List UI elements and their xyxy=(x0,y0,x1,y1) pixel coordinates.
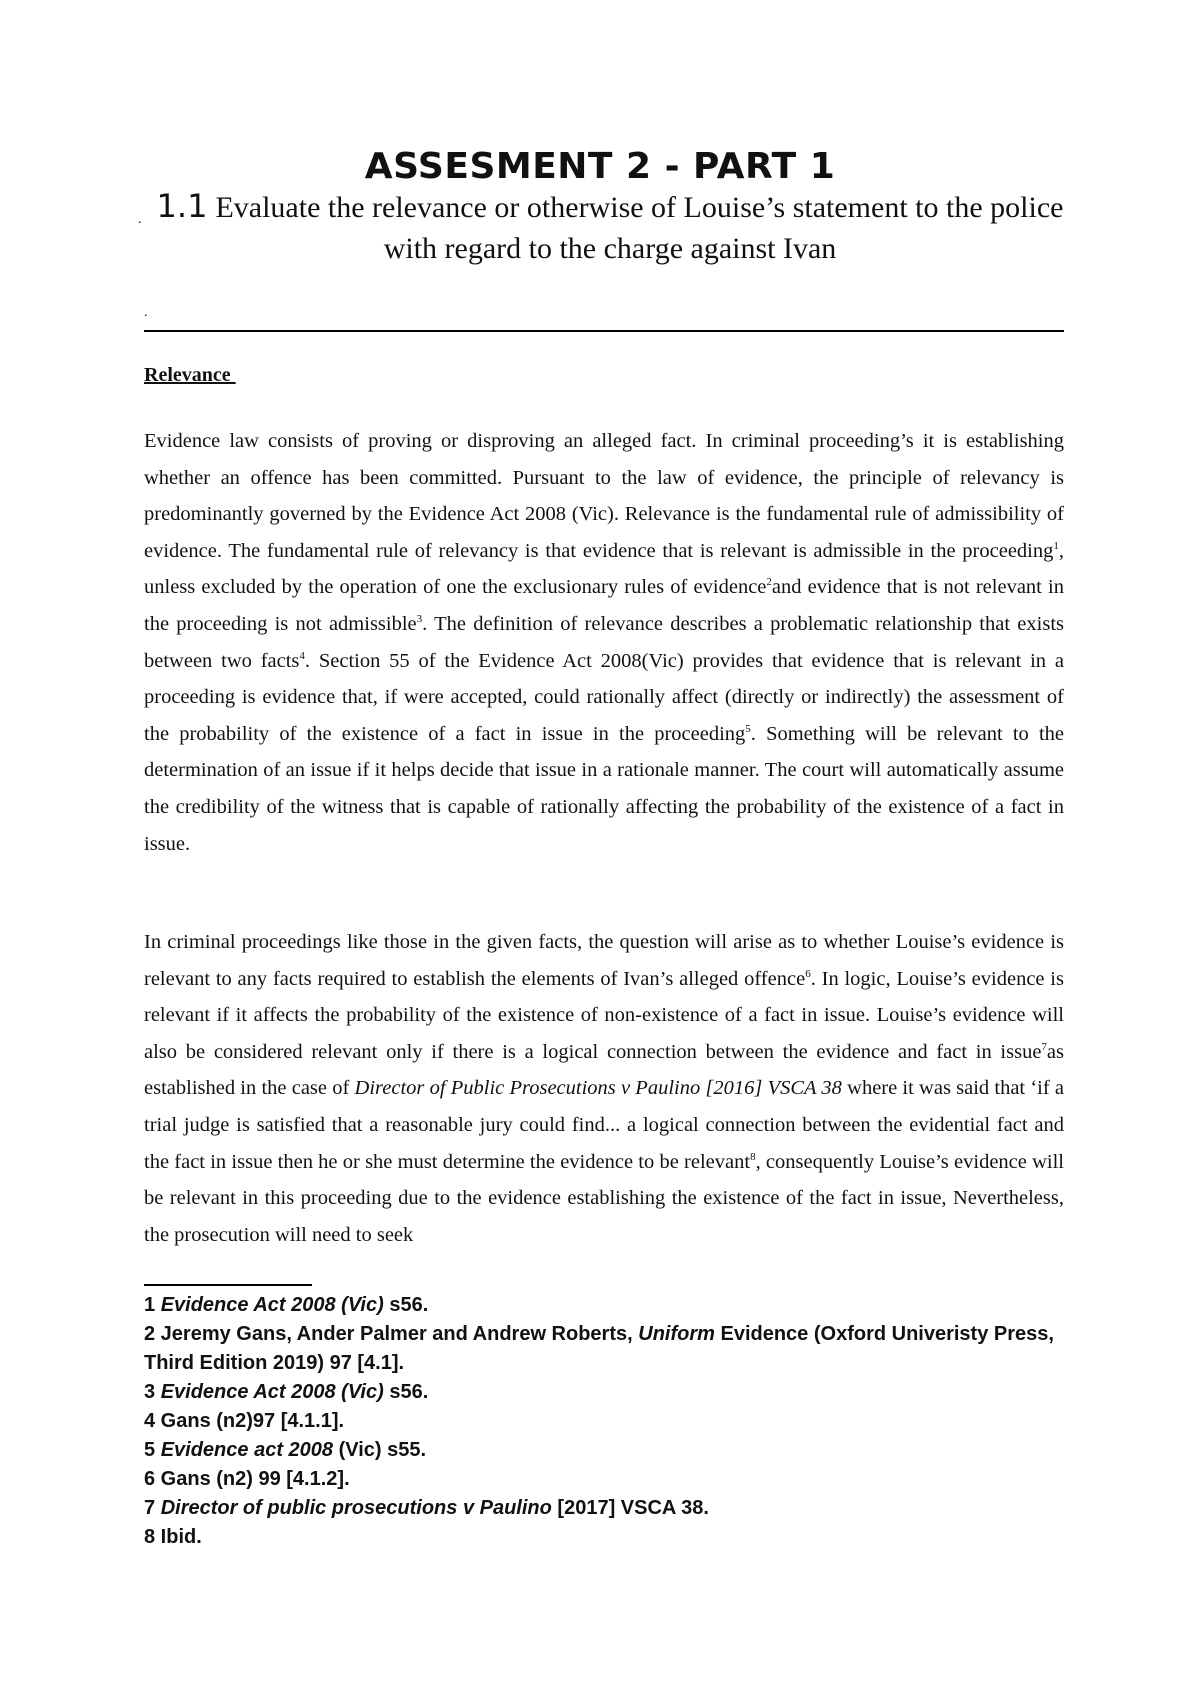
footnote-3 xyxy=(144,1378,1064,1407)
footnote-7 xyxy=(144,1494,1064,1523)
footnote-text: 2 Jeremy Gans, Ander Palmer and Andrew Roberts, xyxy=(144,1323,639,1345)
para1-text-5: . Section 55 of the Evidence Act 2008(Vic) provides that evidence that is relevant in a proceeding is evidence that, if were accepted, could rationally affect (directly or indirectly) the assessment of the probability of the existence of a fact in issue in the proceeding xyxy=(144,649,1064,745)
footnote-italic: Evidence act 2008 xyxy=(160,1439,334,1461)
footnote-ref-2: 2 xyxy=(766,576,772,589)
footnote-italic: Uniform xyxy=(638,1323,715,1345)
footnote-italic: Director of public prosecutions v Paulino xyxy=(160,1497,552,1519)
question-heading xyxy=(150,186,1070,269)
para1-text-3: and evidence that is not relevant in the proceeding is not admissible xyxy=(144,576,1064,635)
para2-text-1: In criminal proceedings like those in the given facts, the question will arise as to whether Louise’s evidence is relevant to any facts required to establish the elements of Ivan’s alleged offence xyxy=(144,931,1064,990)
footnote-1 xyxy=(144,1291,1064,1320)
para2-text-3: as established in the case of xyxy=(144,1040,1064,1100)
footnote-5 xyxy=(144,1436,1064,1465)
bullet-marker-2: . xyxy=(144,305,148,320)
footnotes xyxy=(144,1291,1064,1552)
footnote-text: s56. xyxy=(383,1294,429,1316)
question-number: 1.1 xyxy=(156,187,208,225)
footnote-2 xyxy=(144,1320,1064,1378)
footnote-ref-5: 5 xyxy=(745,722,751,735)
question-text: Evaluate the relevance or otherwise of Louise’s statement to the police with regard to the charge against Ivan xyxy=(215,191,1064,265)
footnote-number: 3 xyxy=(144,1381,161,1403)
footnote-italic: Evidence Act 2008 (Vic) xyxy=(160,1294,384,1316)
page-title: ASSESMENT 2 - PART 1 xyxy=(364,146,836,187)
footnote-number: 5 xyxy=(144,1439,161,1461)
footnote-number: 1 xyxy=(144,1294,161,1316)
para1-text-4: . The definition of relevance describes a problematic relationship that exists between two facts xyxy=(144,612,1064,672)
bullet-marker: . xyxy=(138,212,142,227)
para2-text-5: , consequently Louise’s evidence will be relevant in this proceeding due to the evidence establishing the existence of the fact in issue, Nevertheless, the prosecution will need to seek xyxy=(144,1150,1064,1246)
footnote-6: 6 Gans (n2) 99 [4.1.2]. xyxy=(144,1468,350,1490)
para2-text-4: where it was said that ‘if a trial judge is satisfied that a reasonable jury could find... a logical connection between the evidential fact and the fact in issue then he or she must determine the evidence to be relevant xyxy=(144,1077,1065,1173)
para1-text-2: , unless excluded by the operation of one the exclusionary rules of evidence xyxy=(144,539,1064,599)
footnote-italic: Evidence Act 2008 (Vic) xyxy=(160,1381,384,1403)
footnote-ref-4: 4 xyxy=(299,649,305,662)
footnote-ref-3: 3 xyxy=(416,613,423,626)
section-heading: Relevance xyxy=(144,364,236,386)
para2-text-2: . In logic, Louise’s evidence is relevant if it affects the probability of the existence of non-existence of a fact in issue. Louise’s evidence will also be considered relevant only if there is a logical connection between the evidence and fact in issue xyxy=(144,967,1064,1063)
footnote-4: 4 Gans (n2)97 [4.1.1]. xyxy=(144,1410,345,1432)
footnote-separator xyxy=(144,1284,312,1286)
footnote-text: [2017] VSCA 38. xyxy=(551,1497,709,1519)
para1-text-1: Evidence law consists of proving or disproving an alleged fact. In criminal proceeding’s it is establishing whether an offence has been committed. Pursuant to the law of evidence, the principle of relevancy is predominantly governed by the Evidence Act 2008 (Vic). Relevance is the fundamental rule of admissibility of evidence. The fundamental rule of relevancy is that evidence that is relevant is admissible in the proceeding xyxy=(144,430,1064,562)
paragraph-2 xyxy=(144,924,1064,1253)
footnote-text: s56. xyxy=(383,1381,429,1403)
footnote-ref-1: 1 xyxy=(1053,539,1059,552)
footnote-ref-8: 8 xyxy=(750,1150,756,1163)
paragraph-1 xyxy=(144,423,1064,862)
para1-text-6: . Something will be relevant to the determination of an issue if it helps decide that issue in a rationale manner. The court will automatically assume the credibility of the witness that is capable of rationally affecting the probability of the existence of a fact in issue. xyxy=(144,722,1064,855)
footnote-text: Evidence (Oxford Univeristy Press, Third Edition 2019) 97 [4.1]. xyxy=(144,1323,1054,1374)
footnote-ref-6: 6 xyxy=(805,967,811,980)
footnote-ref-7: 7 xyxy=(1041,1040,1047,1053)
footnote-8: 8 Ibid. xyxy=(144,1526,202,1548)
footnote-number: 7 xyxy=(144,1497,161,1519)
footnote-text: (Vic) s55. xyxy=(333,1439,427,1461)
horizontal-divider xyxy=(144,330,1064,332)
case-citation: Director of Public Prosecutions v Paulino [2016] VSCA 38 xyxy=(354,1077,842,1100)
